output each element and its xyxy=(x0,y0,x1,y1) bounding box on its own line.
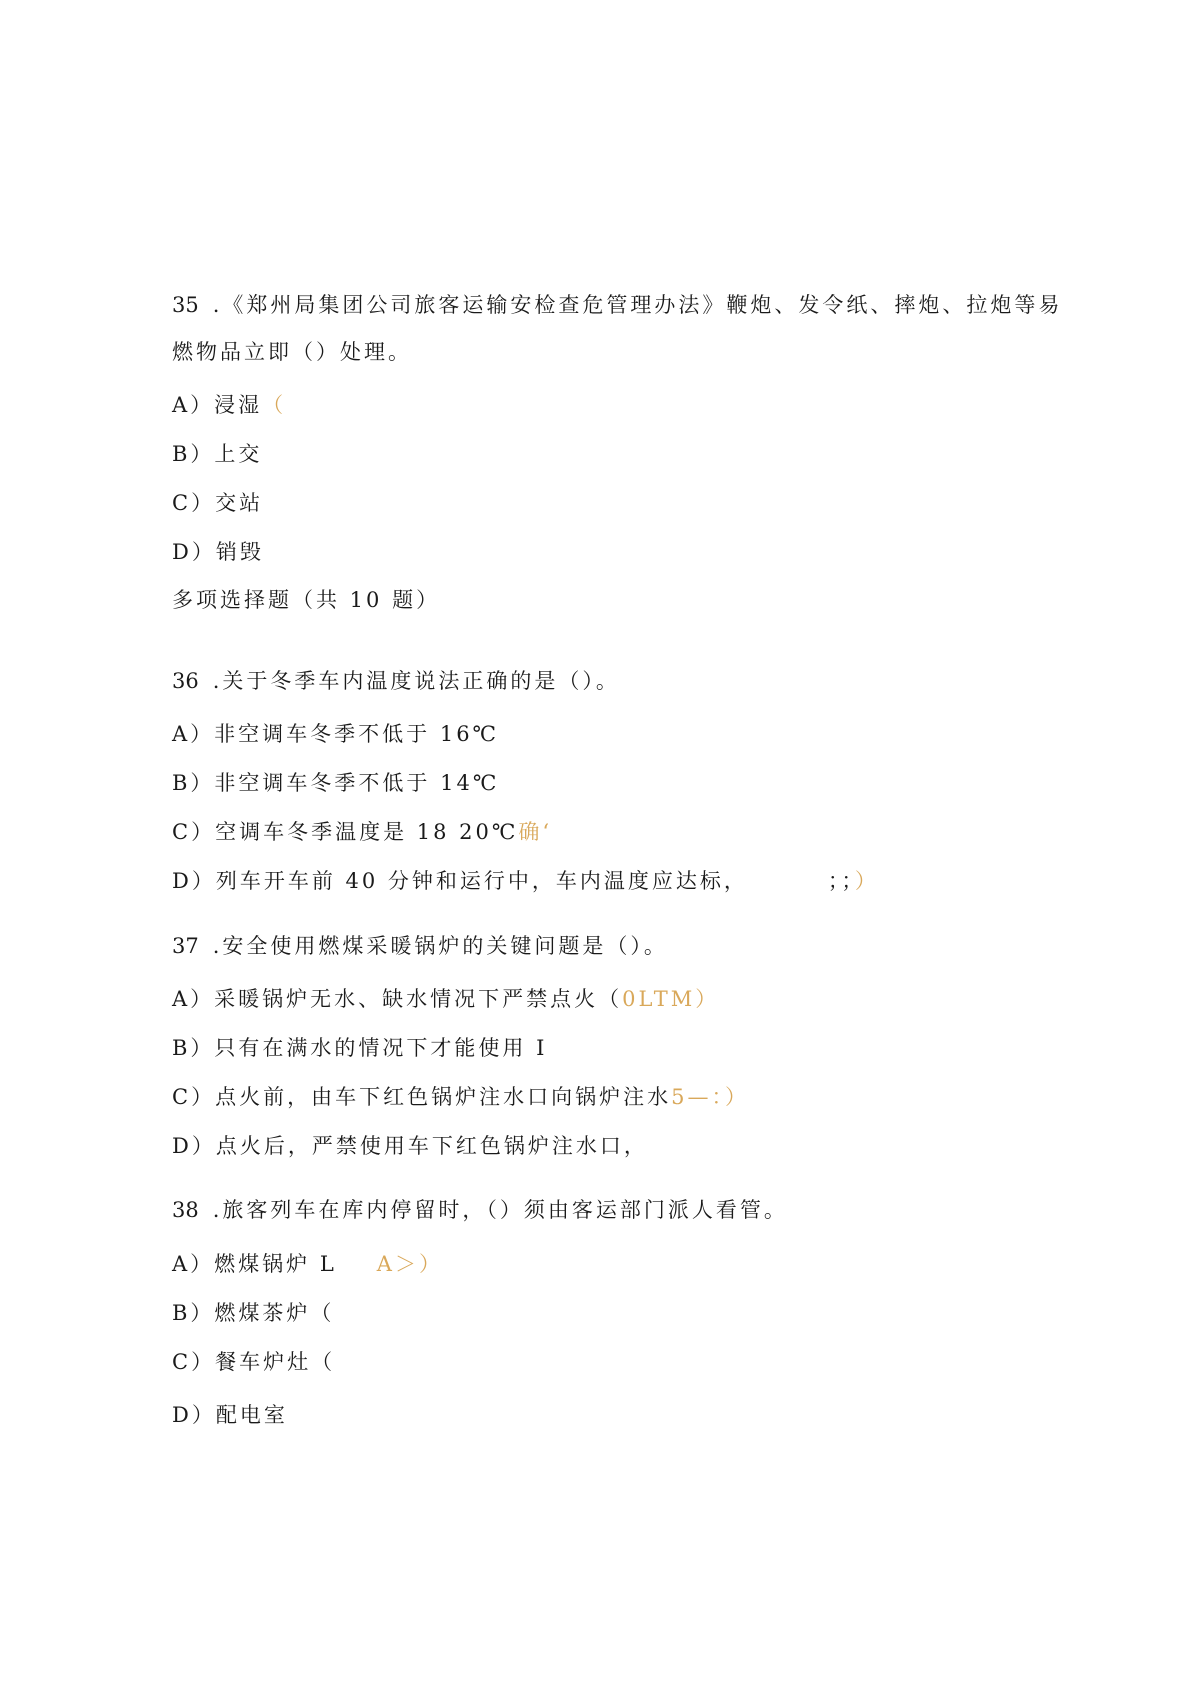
option-label: B）非空调车冬季不低于 14℃ xyxy=(172,771,500,795)
question-number: 37 xyxy=(172,934,199,958)
punctuation-mark: ；； xyxy=(827,869,855,893)
question-35-line-1 xyxy=(172,291,1062,319)
option-36-c xyxy=(172,818,552,846)
option-label: A）燃煤锅炉 L xyxy=(172,1252,337,1276)
option-37-b xyxy=(172,1034,547,1062)
option-35-b xyxy=(172,440,262,468)
option-38-b xyxy=(172,1299,334,1327)
option-label: A）非空调车冬季不低于 16℃ xyxy=(172,722,500,746)
question-text: .关于冬季车内温度说法正确的是（）。 xyxy=(212,669,620,693)
option-label: B）只有在满水的情况下才能使用 I xyxy=(172,1036,548,1060)
question-38-line-1 xyxy=(172,1196,788,1224)
option-36-a xyxy=(172,720,499,748)
option-label: C）交站 xyxy=(172,491,264,515)
question-number: 35 xyxy=(172,293,199,317)
option-37-c xyxy=(172,1083,749,1111)
handwritten-mark: 确‘ xyxy=(518,820,553,844)
option-37-d xyxy=(172,1132,648,1160)
option-label: D）点火后，严禁使用车下红色锅炉注水口， xyxy=(172,1134,648,1158)
option-35-a xyxy=(172,391,286,419)
option-label: C）空调车冬季温度是 18 20℃ xyxy=(172,820,519,844)
handwritten-mark: （ xyxy=(262,393,287,417)
option-label: A）采暖锅炉无水、缺水情况下严禁点火（ xyxy=(172,987,623,1011)
option-35-c xyxy=(172,489,263,517)
question-37-line-1 xyxy=(172,932,668,960)
question-number: 36 xyxy=(172,669,199,693)
question-35-line-2 xyxy=(172,338,412,366)
option-label: C）餐车炉灶（ xyxy=(172,1350,336,1374)
option-38-d xyxy=(172,1401,288,1429)
option-38-a xyxy=(172,1250,443,1278)
handwritten-mark: 5—：） xyxy=(671,1085,749,1109)
option-label: B）燃煤茶炉（ xyxy=(172,1301,335,1325)
option-label: D）列车开车前 40 分钟和运行中，车内温度应达标， xyxy=(172,869,748,893)
option-35-d xyxy=(172,538,264,566)
option-38-c xyxy=(172,1348,335,1376)
option-label: A）浸湿 xyxy=(172,393,263,417)
question-number: 38 xyxy=(172,1198,199,1222)
question-text: .《郑州局集团公司旅客运输安检查危管理办法》鞭炮、发令纸、摔炮、拉炮等易 xyxy=(212,293,1063,317)
option-label: B）上交 xyxy=(172,442,263,466)
option-36-d xyxy=(172,867,879,895)
section-heading xyxy=(172,586,440,614)
option-label: D）销毁 xyxy=(172,540,264,564)
question-36-line-1 xyxy=(172,667,620,695)
option-label: C）点火前，由车下红色锅炉注水口向锅炉注水 xyxy=(172,1085,672,1109)
question-text: .安全使用燃煤采暖锅炉的关键问题是（）。 xyxy=(212,934,668,958)
option-37-a xyxy=(172,985,719,1013)
section-heading-text: 多项选择题（共 10 题） xyxy=(172,588,441,612)
option-label: D）配电室 xyxy=(172,1403,288,1427)
handwritten-mark: ） xyxy=(854,869,879,893)
question-text: .旅客列车在库内停留时，（）须由客运部门派人看管。 xyxy=(212,1198,788,1222)
option-36-b xyxy=(172,769,499,797)
handwritten-mark: 0LTM） xyxy=(622,987,720,1011)
question-text: 燃物品立即（）处理。 xyxy=(172,340,412,364)
handwritten-mark: A＞） xyxy=(376,1252,443,1276)
